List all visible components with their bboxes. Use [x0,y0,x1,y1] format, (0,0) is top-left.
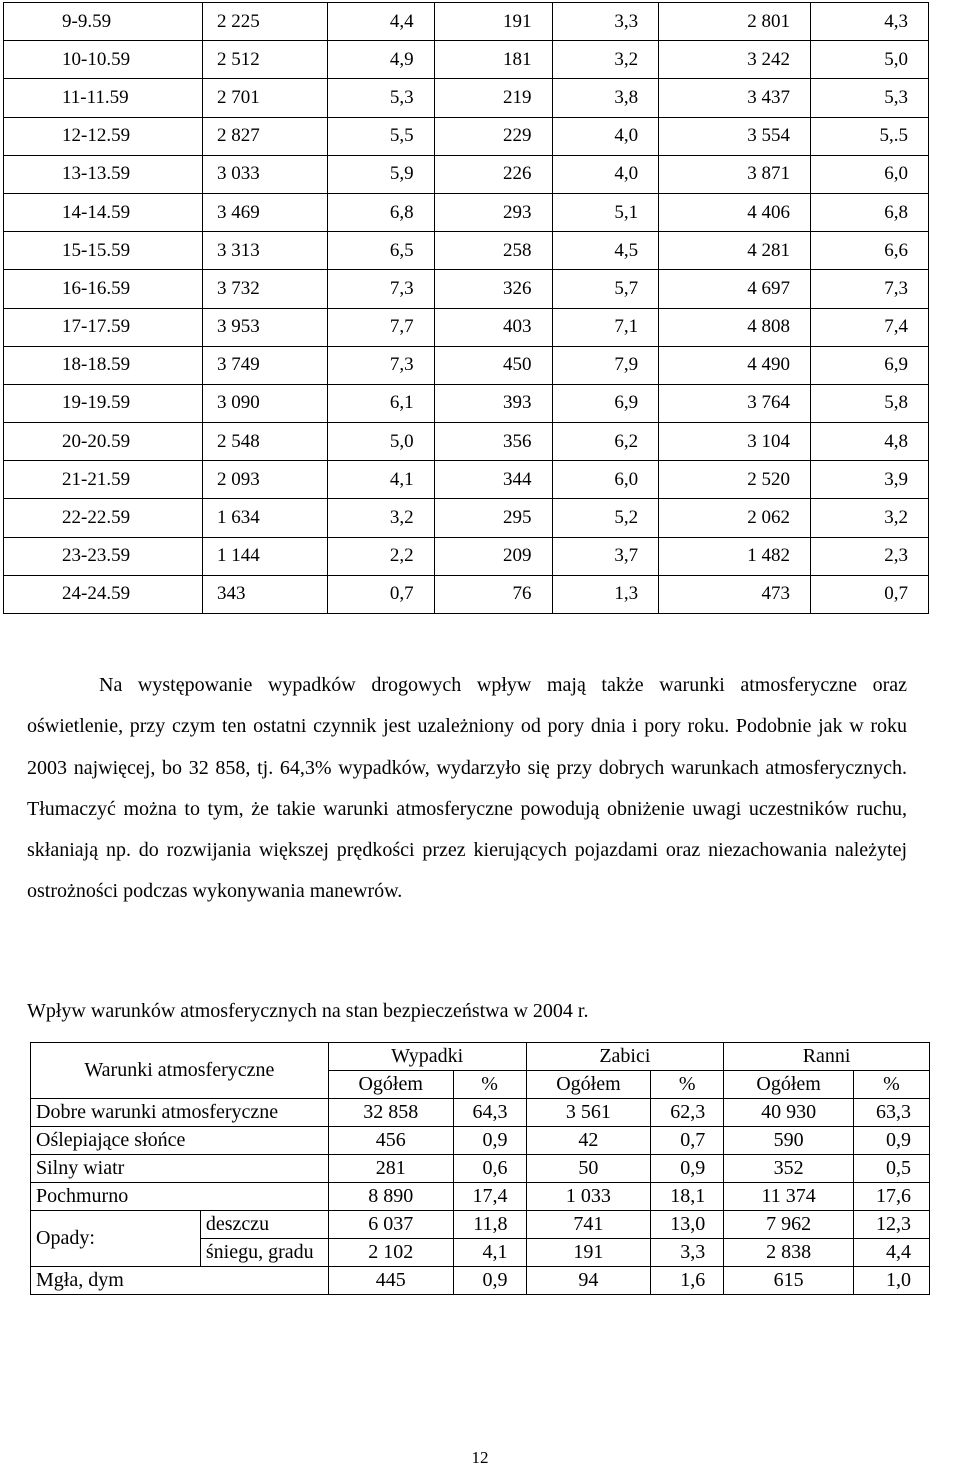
table-cell: 393 [434,384,552,422]
table-cell: 5,5 [328,117,435,155]
header-weather-conditions: Warunki atmosferyczne [31,1043,329,1099]
table-cell: 4,5 [552,232,659,270]
table-cell: 7,3 [328,346,435,384]
table-cell: 6,2 [552,423,659,461]
sub-header: % [854,1071,930,1099]
table-cell: 76 [434,575,552,613]
table-cell: 50 [526,1155,651,1183]
table-cell: 13,0 [651,1211,724,1239]
table-cell: 2 520 [659,461,811,499]
table-cell: 590 [724,1127,854,1155]
table-cell: 6,9 [552,384,659,422]
opady-label: Opady: [31,1211,201,1267]
weather-conditions-table [30,1042,930,1295]
table-cell: 9-9.59 [4,3,203,41]
table-cell: 1 634 [203,499,328,537]
table-cell: 3 554 [659,117,811,155]
table-cell: 5,0 [811,41,929,79]
table-cell: 2 701 [203,79,328,117]
weather-table-row [31,1127,930,1155]
table-cell: 6,5 [328,232,435,270]
table-cell: 3,8 [552,79,659,117]
table-cell: 1 144 [203,537,328,575]
table-cell: 219 [434,79,552,117]
hourly-table-row [4,575,929,613]
table-cell: 63,3 [854,1099,930,1127]
table-cell: 4,9 [328,41,435,79]
table-cell: 226 [434,155,552,193]
table-cell: 0,6 [453,1155,526,1183]
sub-header: Ogółem [724,1071,854,1099]
table-cell: 209 [434,537,552,575]
table-cell: 352 [724,1155,854,1183]
table-cell: 3 033 [203,155,328,193]
table-cell: 445 [328,1267,453,1295]
table-cell: 10-10.59 [4,41,203,79]
table-cell: 615 [724,1267,854,1295]
table-cell: 281 [328,1155,453,1183]
table-cell: 2 062 [659,499,811,537]
table-cell: 6,0 [811,155,929,193]
row-label: śniegu, gradu [200,1239,328,1267]
table-cell: 0,7 [811,575,929,613]
table-cell: 0,5 [854,1155,930,1183]
table-cell: 2 102 [328,1239,453,1267]
table-cell: 6,9 [811,346,929,384]
table-cell: 12,3 [854,1211,930,1239]
table-cell: 0,9 [651,1155,724,1183]
hourly-table-row [4,537,929,575]
table-cell: 7,3 [811,270,929,308]
table-cell: 4,1 [328,461,435,499]
table-cell: 13-13.59 [4,155,203,193]
table-cell: 3 437 [659,79,811,117]
table-cell: 741 [526,1211,651,1239]
table-cell: 2 548 [203,423,328,461]
table-cell: 450 [434,346,552,384]
table-cell: 2 512 [203,41,328,79]
weather-table-row [31,1183,930,1211]
table-cell: 4,4 [328,3,435,41]
table-cell: 11-11.59 [4,79,203,117]
table-cell: 18,1 [651,1183,724,1211]
table-cell: 3 469 [203,193,328,231]
table-cell: 473 [659,575,811,613]
row-label: deszczu [200,1211,328,1239]
table-cell: 11,8 [453,1211,526,1239]
table-cell: 191 [434,3,552,41]
table-cell: 23-23.59 [4,537,203,575]
hourly-table-row [4,499,929,537]
table-cell: 3,2 [552,41,659,79]
table-cell: 3,7 [552,537,659,575]
table-cell: 344 [434,461,552,499]
table-cell: 7,4 [811,308,929,346]
table-cell: 6,8 [328,193,435,231]
header-killed: Zabici [526,1043,724,1071]
table-cell: 17,4 [453,1183,526,1211]
table-cell: 1,6 [651,1267,724,1295]
table-cell: 5,0 [328,423,435,461]
table-cell: 229 [434,117,552,155]
hourly-table-row [4,308,929,346]
table-cell: 5,8 [811,384,929,422]
table-cell: 6,8 [811,193,929,231]
table-cell: 3,3 [651,1239,724,1267]
table-cell: 16-16.59 [4,270,203,308]
table-cell: 2,3 [811,537,929,575]
table-cell: 4 490 [659,346,811,384]
hourly-table-row [4,461,929,499]
hourly-table-row [4,232,929,270]
table-cell: 5,2 [552,499,659,537]
table-cell: 295 [434,499,552,537]
table-cell: 0,9 [453,1127,526,1155]
table-cell: 19-19.59 [4,384,203,422]
table-cell: 3 732 [203,270,328,308]
table-cell: 191 [526,1239,651,1267]
table-cell: 181 [434,41,552,79]
weather-header-row-1 [31,1043,930,1071]
table-cell: 2,2 [328,537,435,575]
table-cell: 3 764 [659,384,811,422]
table-cell: 14-14.59 [4,193,203,231]
table-cell: 2 838 [724,1239,854,1267]
header-accidents: Wypadki [328,1043,526,1071]
table-cell: 6 037 [328,1211,453,1239]
table-cell: 2 225 [203,3,328,41]
sub-header: % [453,1071,526,1099]
table-cell: 4,4 [854,1239,930,1267]
weather-table-row [31,1267,930,1295]
table-cell: 258 [434,232,552,270]
table-cell: 4 697 [659,270,811,308]
table-cell: 5,9 [328,155,435,193]
table-cell: 4,0 [552,155,659,193]
hourly-table-row [4,155,929,193]
table-cell: 3 090 [203,384,328,422]
row-label: Dobre warunki atmosferyczne [31,1099,329,1127]
table-cell: 7,9 [552,346,659,384]
table-cell: 11 374 [724,1183,854,1211]
hourly-table-row [4,3,929,41]
table-cell: 7,7 [328,308,435,346]
table-cell: 5,1 [552,193,659,231]
table-cell: 6,1 [328,384,435,422]
table-cell: 7,1 [552,308,659,346]
table-cell: 1,3 [552,575,659,613]
sub-header: Ogółem [328,1071,453,1099]
table-cell: 12-12.59 [4,117,203,155]
table-cell: 17-17.59 [4,308,203,346]
table-cell: 4,3 [811,3,929,41]
sub-header: Ogółem [526,1071,651,1099]
table-cell: 1 482 [659,537,811,575]
table-cell: 3,3 [552,3,659,41]
hourly-table-row [4,41,929,79]
weather-table-row [31,1155,930,1183]
table-cell: 32 858 [328,1099,453,1127]
table-cell: 64,3 [453,1099,526,1127]
table-cell: 3,2 [328,499,435,537]
table-cell: 6,6 [811,232,929,270]
row-label: Oślepiające słońce [31,1127,329,1155]
table-cell: 4 281 [659,232,811,270]
hourly-table-row [4,79,929,117]
hourly-table-row [4,270,929,308]
table-cell: 5,7 [552,270,659,308]
weather-table-row [31,1099,930,1127]
table-cell: 22-22.59 [4,499,203,537]
table-cell: 3 313 [203,232,328,270]
table-cell: 5,3 [811,79,929,117]
table-cell: 4 406 [659,193,811,231]
table-cell: 2 801 [659,3,811,41]
table-cell: 3 561 [526,1099,651,1127]
row-label: Pochmurno [31,1183,329,1211]
page-number: 12 [471,1448,489,1467]
table-cell: 15-15.59 [4,232,203,270]
table-cell: 3 953 [203,308,328,346]
row-label: Mgła, dym [31,1267,329,1295]
table-cell: 356 [434,423,552,461]
table-cell: 456 [328,1127,453,1155]
table-cell: 21-21.59 [4,461,203,499]
table-cell: 5,.5 [811,117,929,155]
table-caption: Wpływ warunków atmosferycznych na stan bezpieczeństwa w 2004 r. [27,1000,589,1022]
table-cell: 3 104 [659,423,811,461]
table-cell: 42 [526,1127,651,1155]
hourly-table-row [4,117,929,155]
table-cell: 326 [434,270,552,308]
hourly-table-row [4,193,929,231]
table-cell: 3 242 [659,41,811,79]
table-cell: 7 962 [724,1211,854,1239]
table-cell: 24-24.59 [4,575,203,613]
table-cell: 1,0 [854,1267,930,1295]
table-cell: 0,7 [328,575,435,613]
table-cell: 343 [203,575,328,613]
table-cell: 17,6 [854,1183,930,1211]
table-cell: 4,1 [453,1239,526,1267]
table-cell: 20-20.59 [4,423,203,461]
hourly-table-row [4,346,929,384]
table-cell: 403 [434,308,552,346]
table-cell: 4,0 [552,117,659,155]
table-cell: 18-18.59 [4,346,203,384]
table-cell: 3 871 [659,155,811,193]
table-cell: 4 808 [659,308,811,346]
table-cell: 0,7 [651,1127,724,1155]
body-paragraph: Na występowanie wypadków drogowych wpływ mają także warunki atmosferyczne oraz oświetlenie, przy czym ten ostatni czynnik jest uzależniony od pory dnia i pory roku. Podobnie jak w roku 2003 najwięcej, bo 32 858, tj. 64,3% wypadków, wydarzyło się przy dobrych warunkach atmosferycznych. Tłumaczyć można to tym, że takie warunki atmosferyczne powodują obniżenie uwagi uczestników ruchu, skłaniają np. do rozwijania większej prędkości przez kierujących pojazdami oraz niezachowania należytej ostrożności podczas wykonywania manewrów. [27,674,907,903]
table-cell: 8 890 [328,1183,453,1211]
hourly-accidents-table [3,2,929,614]
table-cell: 3 749 [203,346,328,384]
table-cell: 62,3 [651,1099,724,1127]
table-cell: 0,9 [453,1267,526,1295]
hourly-table-row [4,423,929,461]
row-label: Silny wiatr [31,1155,329,1183]
table-cell: 0,9 [854,1127,930,1155]
table-cell: 94 [526,1267,651,1295]
sub-header: % [651,1071,724,1099]
table-cell: 293 [434,193,552,231]
table-cell: 4,8 [811,423,929,461]
header-injured: Ranni [724,1043,930,1071]
hourly-table-row [4,384,929,422]
table-cell: 2 827 [203,117,328,155]
table-cell: 6,0 [552,461,659,499]
table-cell: 40 930 [724,1099,854,1127]
table-cell: 5,3 [328,79,435,117]
table-cell: 7,3 [328,270,435,308]
table-cell: 2 093 [203,461,328,499]
table-cell: 3,9 [811,461,929,499]
weather-table-row [31,1211,930,1239]
table-cell: 1 033 [526,1183,651,1211]
table-cell: 3,2 [811,499,929,537]
